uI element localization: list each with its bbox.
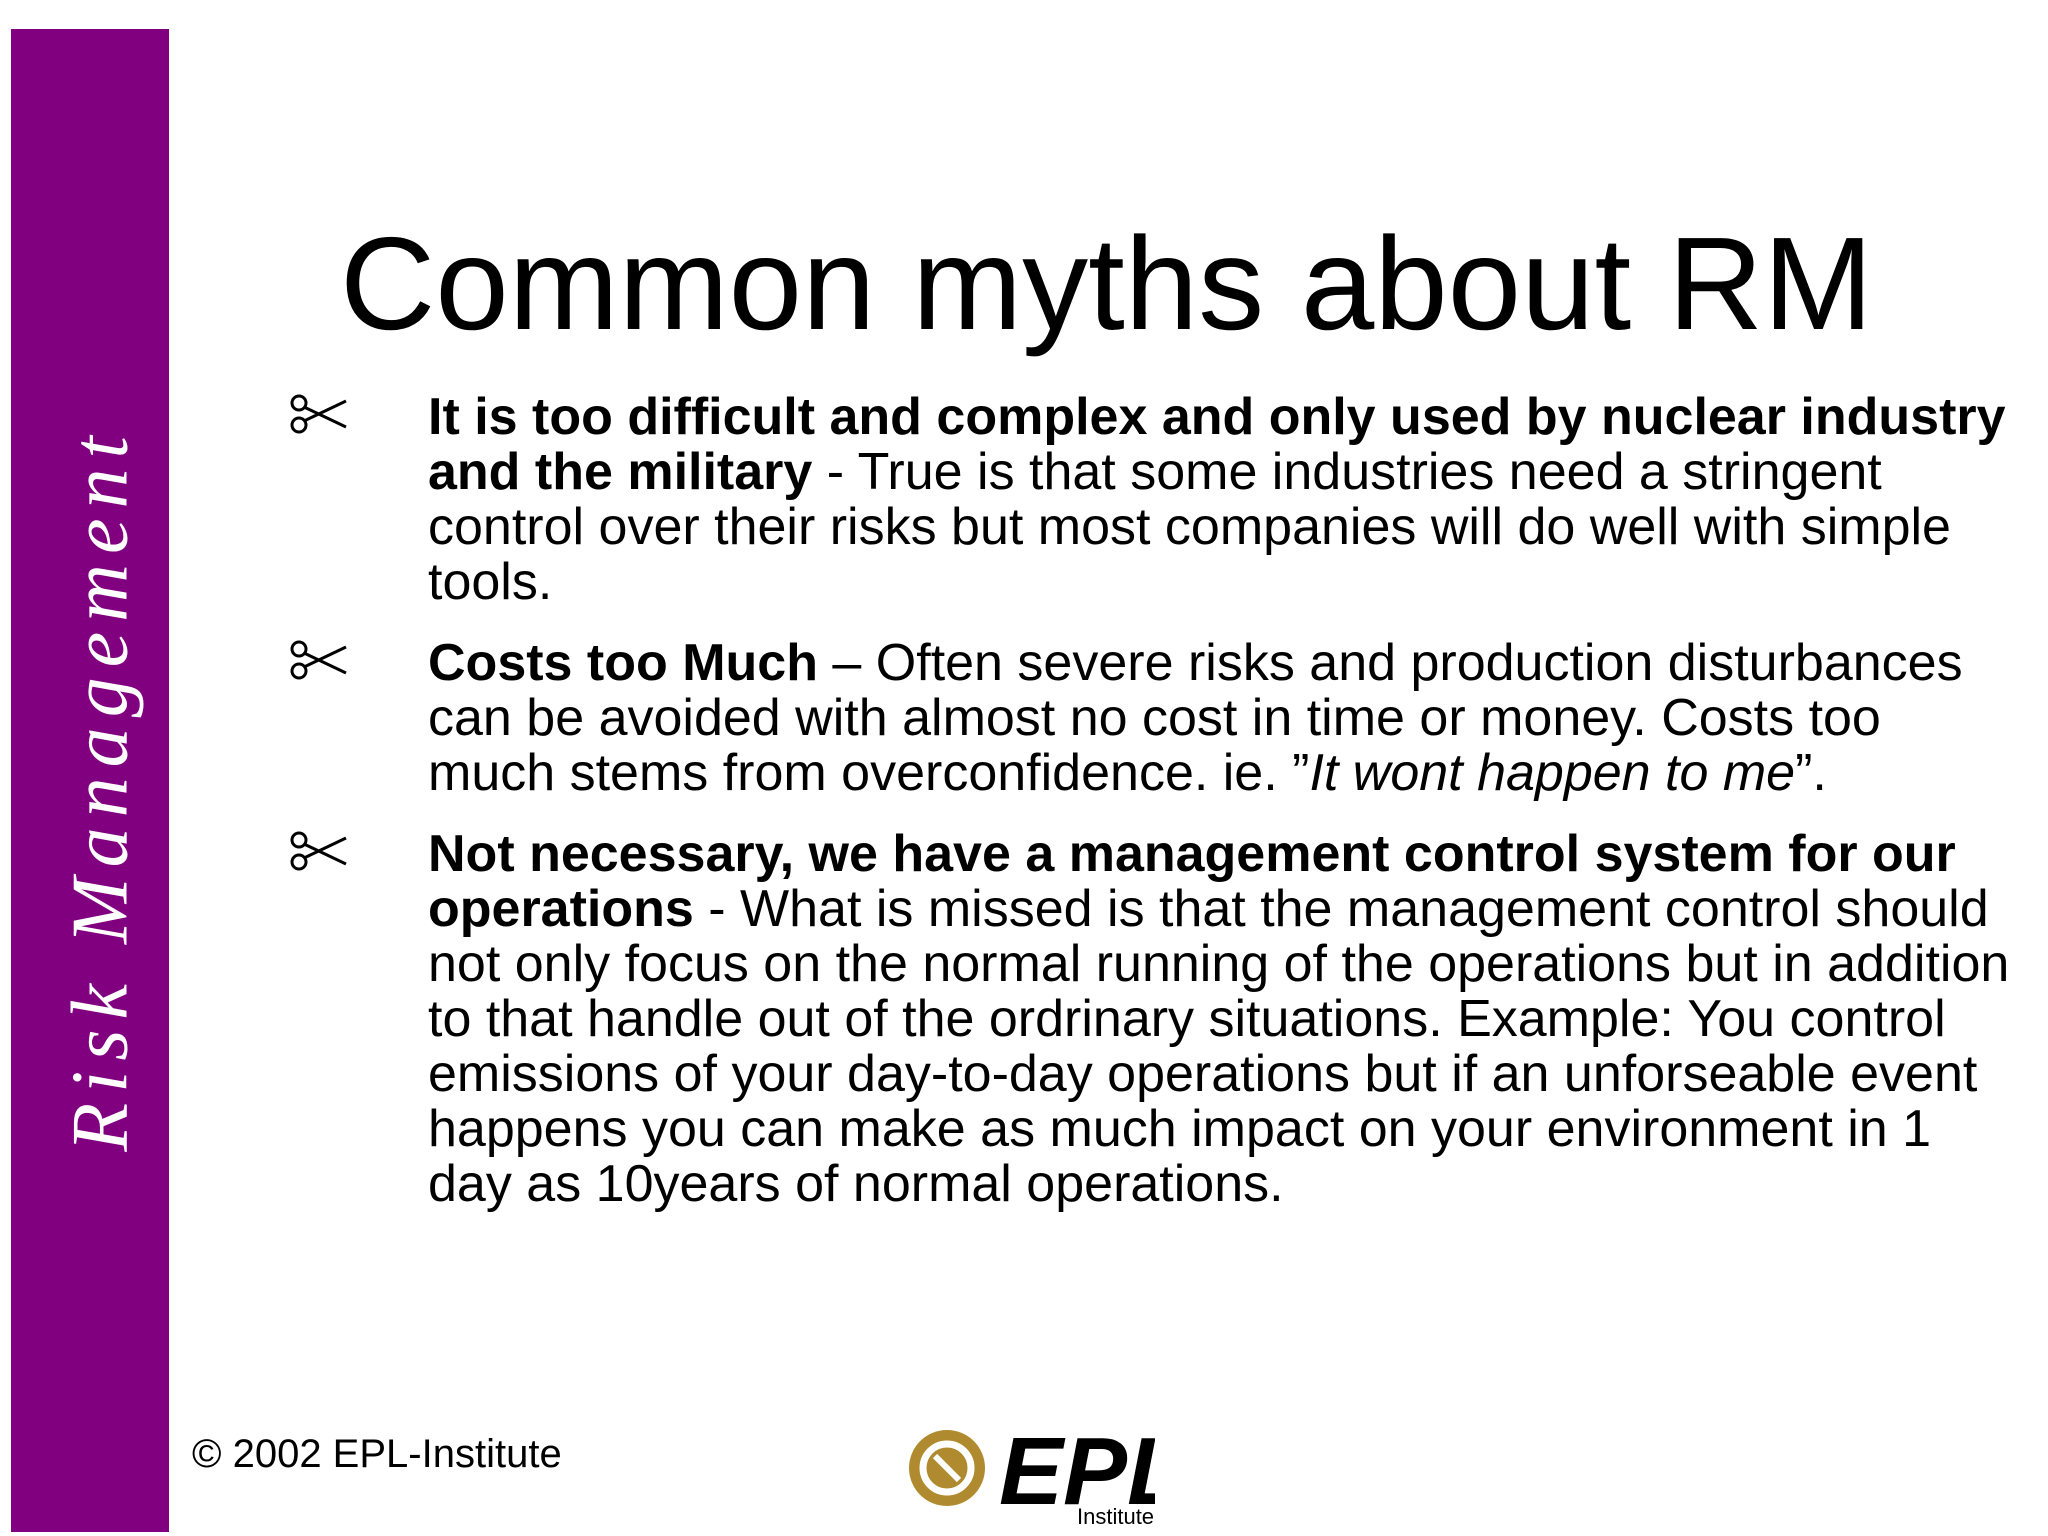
sidebar-band — [11, 29, 169, 1532]
bullet-list — [290, 390, 2010, 1238]
bullet-after: ”. — [1795, 744, 1827, 802]
bullet-body: – Often severe risks and production disturbances can be avoided with almost no cost in time or money. Costs too much stems from overconfidence. ie. ” — [428, 634, 1963, 802]
bullet-bold: Costs too Much — [428, 634, 818, 692]
list-item — [290, 390, 2010, 610]
bullet-bold: It is too difficult and complex and only used by nuclear industry and the military — [428, 388, 2006, 501]
list-item — [290, 636, 2010, 801]
sidebar-label: Risk Management — [56, 426, 145, 1152]
slide-title: Common myths about RM — [340, 210, 1874, 358]
bullet-bold: Not necessary, we have a management control system for our operations — [428, 825, 1956, 938]
copyright-footer: © 2002 EPL-Institute — [192, 1432, 562, 1476]
list-item — [290, 827, 2010, 1212]
bullet-text — [428, 390, 2010, 610]
bullet-body: - What is missed is that the management control should not only focus on the normal running of the operations but in addition to that handle out of the ordrinary situations. Example: You control emissions of your day-to-day operations but if an unforseable event happens you can make as much impact on your environment in 1 day as 10years of normal operations. — [428, 880, 2010, 1213]
epl-logo — [905, 1418, 1155, 1533]
bullet-text — [428, 827, 2010, 1212]
bullet-body: - True is that some industries need a stringent control over their risks but most companies will do well with simple tools. — [428, 443, 1951, 611]
logo-text: EP — [999, 1418, 1128, 1525]
scissors-icon — [290, 827, 428, 1212]
bullet-italic: It wont happen to me — [1309, 744, 1796, 802]
scissors-icon — [290, 636, 428, 801]
bullet-text — [428, 636, 2010, 801]
logo-subtext: Institute — [1077, 1504, 1155, 1528]
scissors-icon — [290, 390, 428, 610]
